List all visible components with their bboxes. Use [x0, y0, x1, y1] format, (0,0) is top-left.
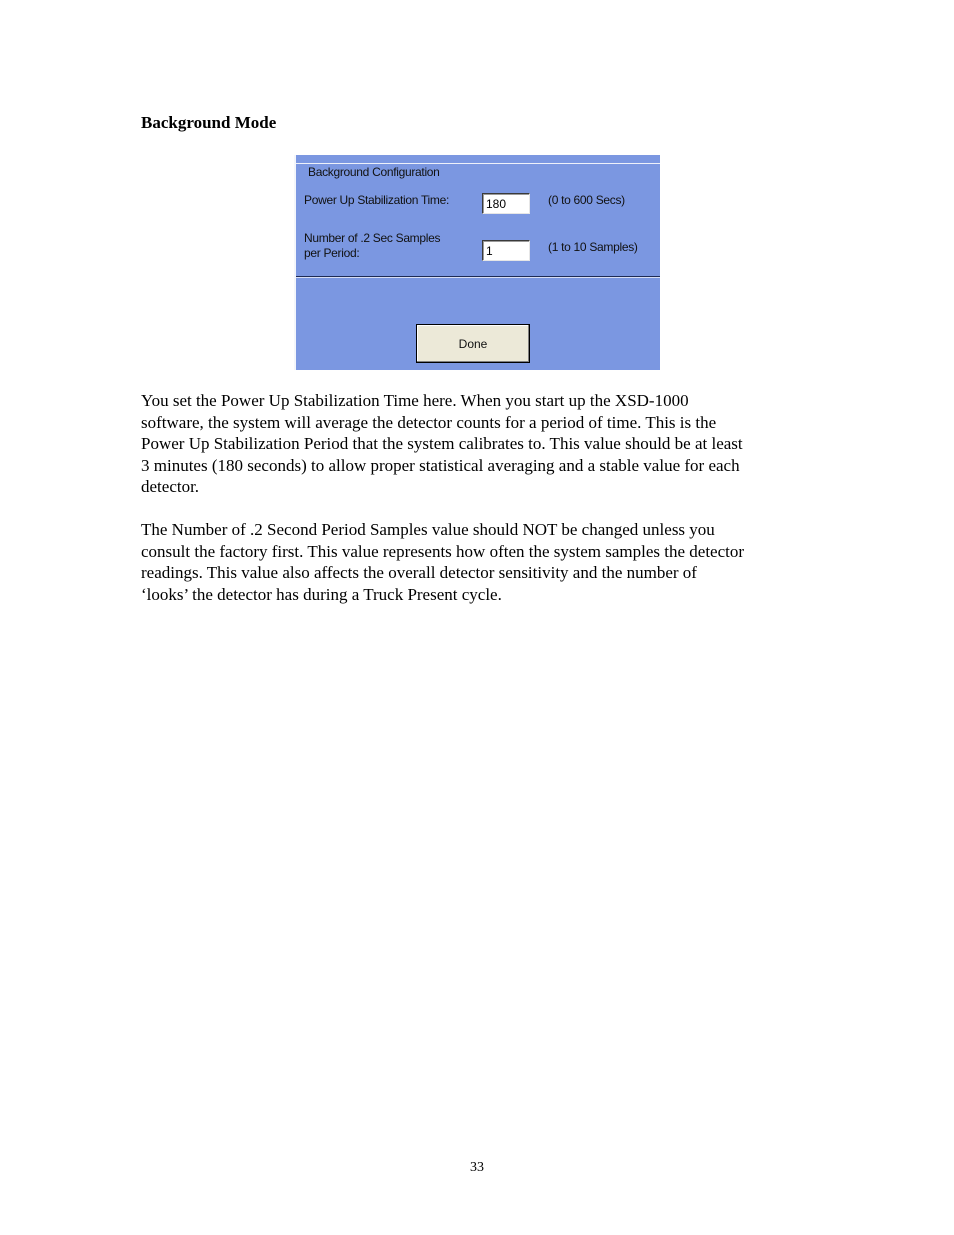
- samples-paragraph: The Number of .2 Second Period Samples value should NOT be changed unless you consult the factory first. This value represents how often the system samples the detector readings. This value also affects the overall detector sensitivity and the number of ‘looks’ the detector has during a Truck Present cycle.: [141, 520, 745, 604]
- done-button[interactable]: Done: [416, 324, 530, 363]
- stabilization-paragraph: You set the Power Up Stabilization Time here. When you start up the XSD-1000 software, the system will average the detector counts for a period of time. This is the Power Up Stabilization Period that the system calibrates to. This value should be at least 3 minutes (180 seconds) to allow proper statistical averaging and a stable value for each detector.: [141, 391, 743, 497]
- samples-per-period-label: Number of .2 Sec Samples per Period:: [304, 231, 441, 260]
- page-number: 33: [470, 1160, 484, 1175]
- group-title: Background Configuration: [308, 165, 440, 179]
- stabilization-time-range: (0 to 600 Secs): [548, 193, 625, 207]
- section-title: Background Mode: [141, 113, 277, 132]
- stabilization-time-input[interactable]: [482, 193, 530, 214]
- background-configuration-dialog: [294, 155, 660, 370]
- samples-per-period-input[interactable]: [482, 240, 530, 261]
- samples-per-period-range: (1 to 10 Samples): [548, 240, 638, 254]
- stabilization-time-label: Power Up Stabilization Time:: [304, 193, 449, 207]
